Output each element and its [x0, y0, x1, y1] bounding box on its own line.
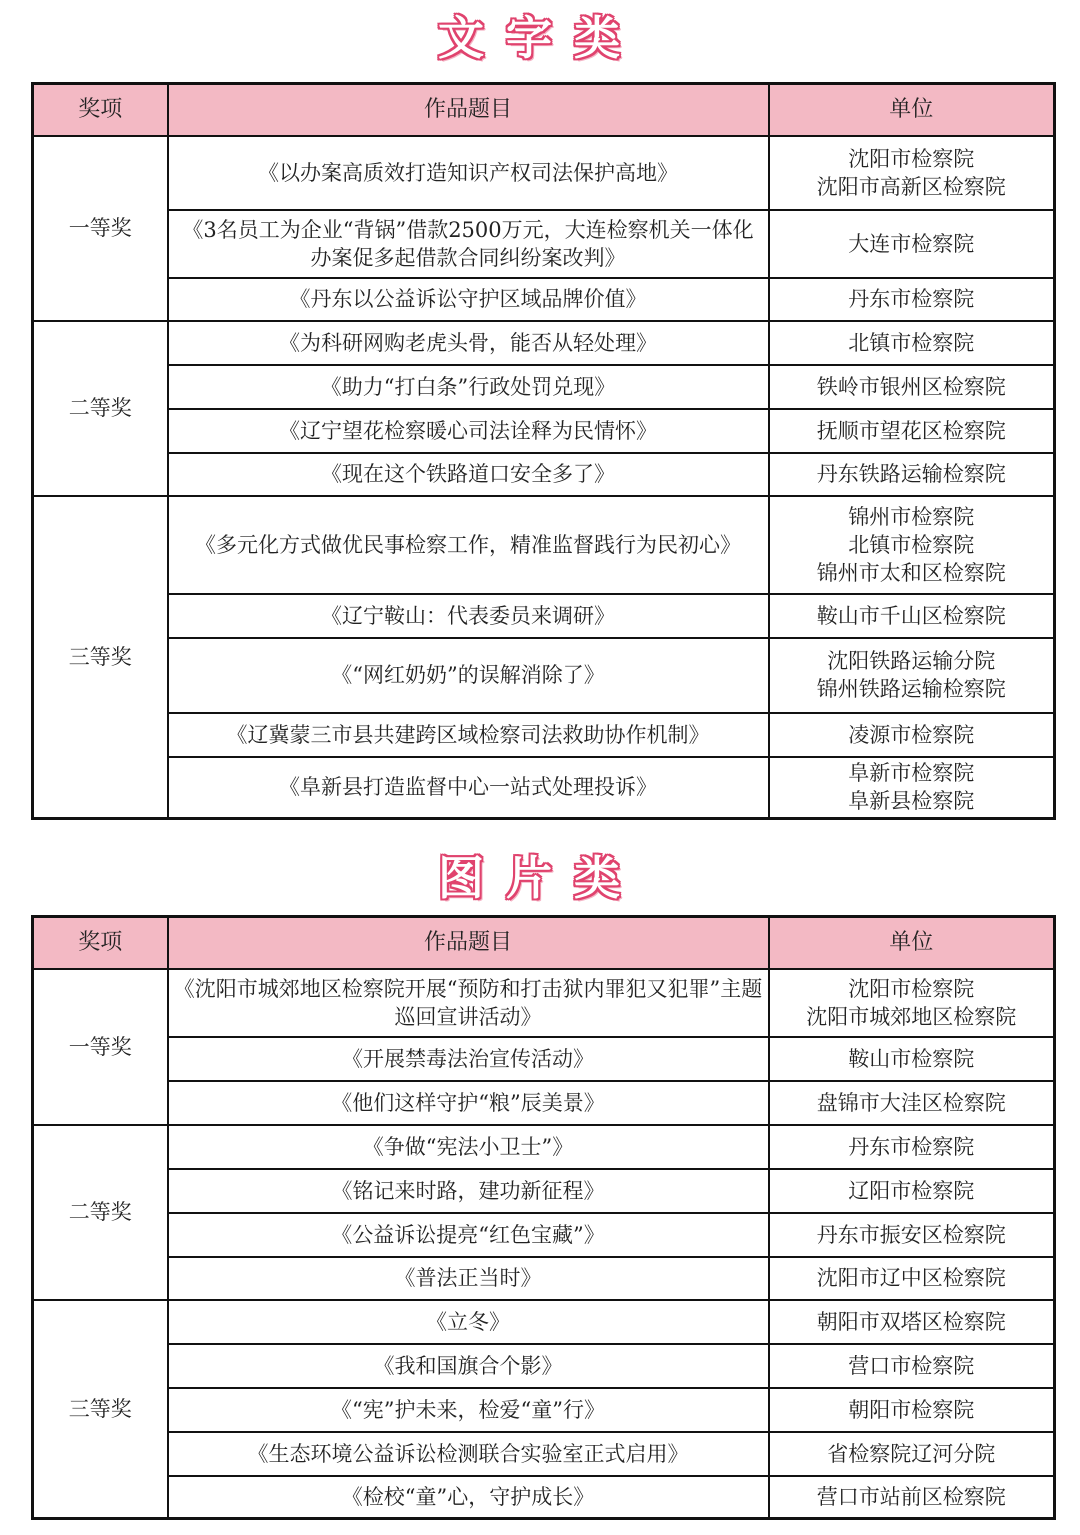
header-row [33, 84, 1055, 136]
work-title-cell: 《辽宁望花检察暖心司法诠释为民情怀》 [168, 409, 769, 453]
unit-cell [769, 409, 1055, 453]
work-title-cell: 《普法正当时》 [168, 1257, 769, 1300]
unit-cell [769, 1432, 1055, 1476]
unit-cell [769, 1388, 1055, 1432]
work-title-cell: 《助力“打白条”行政处罚兑现》 [168, 365, 769, 409]
unit-cell [769, 136, 1055, 210]
unit-name: 沈阳市城郊地区检察院 [806, 1004, 1017, 1029]
table-row [33, 1432, 1055, 1476]
table-row [33, 409, 1055, 453]
unit-cell [769, 210, 1055, 278]
table-row [33, 1257, 1055, 1300]
unit-name: 大连市检察院 [848, 231, 975, 256]
award-rank-cell: 二等奖 [33, 1125, 168, 1300]
table-row [33, 757, 1055, 819]
unit-name: 北镇市检察院 [848, 532, 975, 557]
work-title-cell: 《3名员工为企业“背锅”借款2500万元，大连检察机关一体化办案促多起借款合同纠纷案改判》 [168, 210, 769, 278]
unit-name: 沈阳市辽中区检察院 [816, 1266, 1006, 1290]
work-title-cell: 《“宪”护未来，检爱“童”行》 [168, 1388, 769, 1432]
header-award: 奖项 [33, 84, 168, 136]
award-rank-cell: 二等奖 [33, 321, 168, 496]
work-title-cell: 《现在这个铁路道口安全多了》 [168, 453, 769, 496]
unit-name: 省检察院辽河分院 [827, 1441, 996, 1466]
unit-name: 锦州市检察院 [848, 504, 975, 529]
unit-name: 盘锦市大洼区检察院 [816, 1090, 1006, 1115]
unit-cell [769, 278, 1055, 321]
table-row [33, 210, 1055, 278]
unit-cell [769, 496, 1055, 594]
unit-cell [769, 1169, 1055, 1213]
work-title-cell: 《我和国旗合个影》 [168, 1344, 769, 1388]
award-rank-cell: 一等奖 [33, 136, 168, 321]
header-award: 奖项 [33, 917, 168, 969]
unit-name: 丹东市检察院 [848, 1134, 975, 1159]
unit-name: 朝阳市检察院 [848, 1397, 975, 1422]
unit-cell [769, 453, 1055, 496]
unit-name: 锦州铁路运输检察院 [816, 677, 1006, 701]
unit-name: 丹东铁路运输检察院 [816, 462, 1006, 486]
work-title-cell: 《开展禁毒法治宣传活动》 [168, 1037, 769, 1081]
table-body [33, 969, 1055, 1519]
header-title: 作品题目 [168, 84, 769, 136]
unit-name: 铁岭市银州区检察院 [816, 374, 1006, 399]
unit-cell [769, 365, 1055, 409]
work-title-cell: 《生态环境公益诉讼检测联合实验室正式启用》 [168, 1432, 769, 1476]
work-title-cell: 《为科研网购老虎头骨，能否从轻处理》 [168, 321, 769, 365]
table-row [33, 1300, 1055, 1344]
table-row [33, 1344, 1055, 1388]
unit-cell [769, 638, 1055, 713]
unit-cell [769, 1037, 1055, 1081]
unit-cell [769, 1476, 1055, 1519]
work-title-cell: 《丹东以公益诉讼守护区域品牌价值》 [168, 278, 769, 321]
unit-name: 鞍山市检察院 [848, 1046, 975, 1071]
unit-cell [769, 1081, 1055, 1125]
table-row [33, 1037, 1055, 1081]
table-row [33, 1213, 1055, 1257]
work-title-cell: 《争做“宪法小卫士”》 [168, 1125, 769, 1169]
work-title-cell: 《沈阳市城郊地区检察院开展“预防和打击狱内罪犯又犯罪”主题巡回宣讲活动》 [168, 969, 769, 1037]
unit-name: 丹东市检察院 [848, 287, 975, 311]
table-row [33, 638, 1055, 713]
unit-name: 丹东市振安区检察院 [816, 1222, 1006, 1247]
header-title: 作品题目 [168, 917, 769, 969]
table-row [33, 594, 1055, 638]
work-title-cell: 《辽冀蒙三市县共建跨区域检察司法救助协作机制》 [168, 713, 769, 757]
work-title-cell: 《阜新县打造监督中心一站式处理投诉》 [168, 757, 769, 819]
unit-name: 沈阳铁路运输分院 [827, 649, 996, 673]
table-row [33, 1388, 1055, 1432]
unit-name: 凌源市检察院 [848, 722, 975, 747]
award-rank-cell: 一等奖 [33, 969, 168, 1125]
work-title-cell: 《“网红奶奶”的误解消除了》 [168, 638, 769, 713]
unit-name: 沈阳市检察院 [848, 146, 975, 171]
unit-name: 沈阳市高新区检察院 [816, 174, 1006, 199]
unit-name: 鞍山市千山区检察院 [816, 603, 1006, 628]
unit-cell [769, 594, 1055, 638]
table-row [33, 496, 1055, 594]
work-title-cell: 《多元化方式做优民事检察工作，精准监督践行为民初心》 [168, 496, 769, 594]
header-unit: 单位 [769, 84, 1055, 136]
unit-name: 营口市检察院 [848, 1353, 975, 1378]
text-awards-table [31, 82, 1056, 820]
table-row [33, 453, 1055, 496]
unit-name: 阜新市检察院 [848, 761, 975, 786]
award-rank-cell: 三等奖 [33, 1300, 168, 1519]
table-row [33, 1476, 1055, 1519]
unit-name: 朝阳市双塔区检察院 [816, 1309, 1006, 1334]
unit-cell [769, 1300, 1055, 1344]
work-title-cell: 《铭记来时路，建功新征程》 [168, 1169, 769, 1213]
unit-cell [769, 321, 1055, 365]
unit-cell [769, 1213, 1055, 1257]
table-row [33, 1125, 1055, 1169]
table-row [33, 278, 1055, 321]
section-title-image: 图片类 [438, 851, 642, 905]
image-awards-table [31, 915, 1056, 1520]
table-row [33, 969, 1055, 1037]
table-body [33, 136, 1055, 819]
award-rank-cell: 三等奖 [33, 496, 168, 819]
work-title-cell: 《以办案高质效打造知识产权司法保护高地》 [168, 136, 769, 210]
unit-name: 锦州市太和区检察院 [816, 560, 1006, 585]
table-row [33, 136, 1055, 210]
unit-name: 北镇市检察院 [848, 330, 975, 355]
unit-name: 阜新县检察院 [848, 789, 975, 814]
table-row [33, 713, 1055, 757]
unit-cell [769, 757, 1055, 819]
work-title-cell: 《公益诉讼提亮“红色宝藏”》 [168, 1213, 769, 1257]
unit-cell [769, 713, 1055, 757]
section-title-text: 文字类 [438, 11, 642, 65]
work-title-cell: 《立冬》 [168, 1300, 769, 1344]
unit-name: 沈阳市检察院 [848, 976, 975, 1001]
unit-cell [769, 1257, 1055, 1300]
table-row [33, 1169, 1055, 1213]
unit-cell [769, 969, 1055, 1037]
header-unit: 单位 [769, 917, 1055, 969]
unit-cell [769, 1344, 1055, 1388]
unit-name: 辽阳市检察院 [848, 1178, 975, 1203]
table-row [33, 321, 1055, 365]
unit-name: 营口市站前区检察院 [816, 1484, 1006, 1509]
work-title-cell: 《他们这样守护“粮”辰美景》 [168, 1081, 769, 1125]
table-row [33, 1081, 1055, 1125]
header-row [33, 917, 1055, 969]
work-title-cell: 《辽宁鞍山：代表委员来调研》 [168, 594, 769, 638]
unit-cell [769, 1125, 1055, 1169]
work-title-cell: 《检校“童”心，守护成长》 [168, 1476, 769, 1519]
table-row [33, 365, 1055, 409]
unit-name: 抚顺市望花区检察院 [816, 418, 1006, 443]
